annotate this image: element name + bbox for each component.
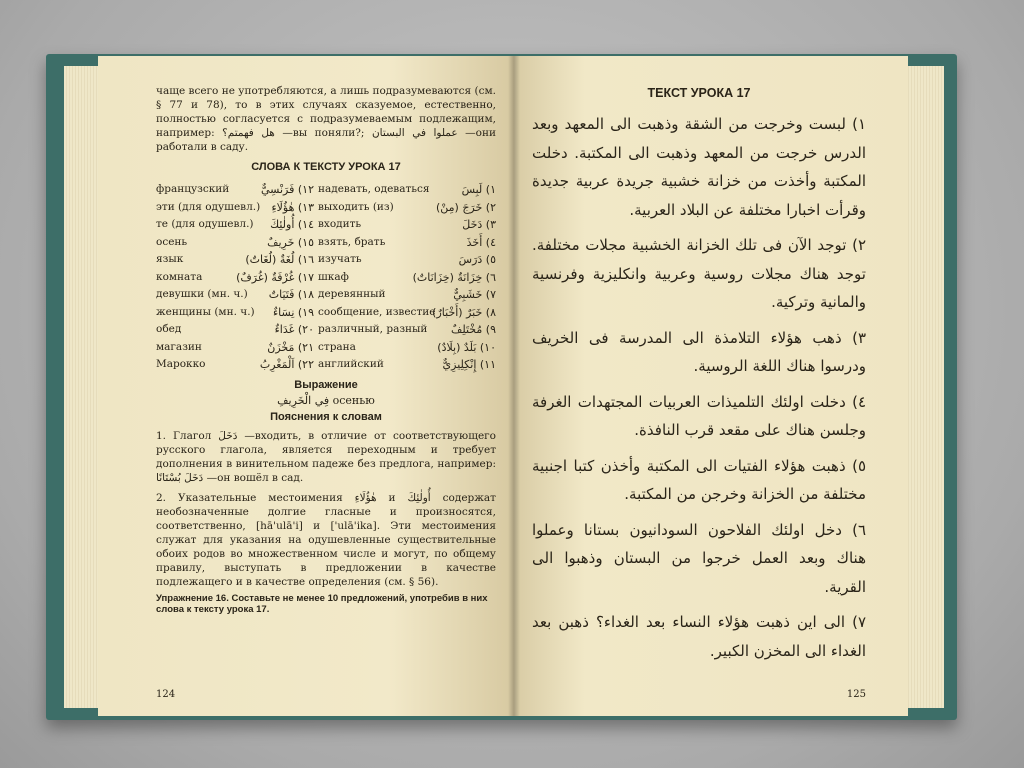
- arabic-paragraph: ٤) دخلت اولئك التلميذات العربيات المجتهدات الغرفة وجلسن هناك على مقعد قرب النافذة.: [532, 392, 866, 439]
- vocab-ar-right: ١٧) غُرْفَةٌ (غُرَفٌ): [236, 270, 314, 284]
- vocab-ru-right: язык: [156, 253, 184, 265]
- vocab-ru-right: французский: [156, 183, 230, 195]
- vocab-ru-left: различный, разный: [318, 323, 428, 335]
- vocab-ru-right: магазин: [156, 340, 202, 353]
- vocab-ar-right: ١٩) نِسَاءٌ: [272, 305, 314, 319]
- arabic-paragraph: ٥) ذهبت هؤلاء الفتيات الى المكتبة وأخذن كتبا اجنبية مختلفة من الخزانة وخرجن من المكتبة.: [532, 456, 866, 503]
- vocab-ru-left: выходить (из): [318, 200, 394, 213]
- left-page: [98, 56, 514, 716]
- vocab-ar-right: ١٥) خَرِيفٌ: [267, 235, 314, 249]
- vocab-ar-left: ٥) دَرَسَ: [458, 253, 496, 266]
- vocab-ar-right: ١٢) فَرَنْسِيٌّ: [261, 183, 314, 196]
- right-page: [514, 56, 908, 716]
- vocab-ar-left: ٧) خَشَبِيٌّ: [453, 288, 496, 301]
- intro-text: чаще всего не употребляются, а лишь подразумеваются (см. § 77 и 78), то в этих случаях сказуемое, естественно, полностью согласуется с подразумеваемым подлежащим, например: هل فهمتم؟ —вы поняли?; عملوا في البستان —они работали в саду.: [156, 85, 496, 153]
- vocab-ar-left: ٤) أَخَذَ: [466, 235, 496, 249]
- text-title: ТЕКСТ УРОКА 17: [647, 86, 751, 100]
- vocab-ar-left: ١) لَبِسَ: [461, 183, 496, 196]
- vocab-ru-left: изучать: [318, 253, 362, 265]
- arabic-paragraph: ١) لبست وخرجت من الشقة وذهبت الى المعهد وبعد الدرس خرجت من المعهد وذهبت الى المكتبة. دخلت المكتبة وأخذت من خزانة خشبية جريدة عربية جديدة وقرأت اخبارا مختلفة عن البلاد العربية.: [532, 115, 866, 219]
- vocab-ar-left: ٩) مُخْتَلِفٌ: [450, 323, 496, 336]
- page-number-left: 124: [156, 689, 176, 700]
- page-number-right: 125: [846, 689, 866, 700]
- exercise-text: Упражнение 16. Составьте не менее 10 предложений, употребив в них слова к тексту урока 17.: [156, 592, 488, 615]
- vocab-ru-right: осень: [156, 235, 188, 248]
- vocab-ar-left: ٣) دَخَلَ: [462, 218, 496, 231]
- note-1: 1. Глагол دَخَلَ —входить, в отличие от соответствующего русского глагола, является переходным и требует дополнения в винительном падеже без предлога, например: دَخَلَ بُسْتَانًا —он вошёл в сад.: [156, 429, 496, 484]
- vocab-ar-right: ٢٠) غَدَاءٌ: [274, 323, 314, 336]
- arabic-paragraph: ٢) توجد الآن فى تلك الخزانة الخشبية مجلات مختلفة. توجد هناك مجلات روسية وعربية وانكليزية وفرنسية والمانية وتركية.: [532, 236, 866, 311]
- vocab-ru-left: деревянный: [318, 288, 386, 300]
- vocab-ru-right: женщины (мн. ч.): [156, 305, 255, 318]
- vocab-ru-left: английский: [318, 358, 384, 370]
- vocab-ar-left: ٨) خَبَرٌ (أَخْبَارٌ): [432, 305, 496, 319]
- vocab-ru-left: сообщение, известие: [318, 305, 436, 318]
- vocab-ar-right: ١٤) أُولٰئِكَ: [270, 218, 314, 231]
- expression-title: Выражение: [294, 378, 358, 391]
- vocab-ar-right: ١٣) هٰؤُلَاءِ: [271, 200, 314, 214]
- vocab-ru-right: обед: [156, 323, 182, 335]
- arabic-paragraph: ٣) ذهب هؤلاء التلامذة الى المدرسة فى الخريف ودرسوا هناك اللغة الروسية.: [532, 328, 866, 375]
- vocab-ru-left: входить: [318, 218, 362, 230]
- vocab-ru-right: комната: [156, 270, 203, 283]
- book-spine-shadow: [508, 56, 520, 716]
- vocab-ar-left: ٢) خَرَجَ (مِنْ): [435, 200, 496, 214]
- vocab-ar-left: ١٠) بَلَدٌ (بِلَادٌ): [437, 340, 496, 354]
- note-2: 2. Указательные местоимения هٰؤُلَاءِ и أُولٰئِكَ содержат необозначенные долгие гласные и произносятся, соответственно, [hā'ulā'i] и ['ulā'ika]. Эти местоимения служат для указания на одушевленные существительные обоих родов во множественном числе и могут, по общему правилу, выступать в предложении в качестве подлежащего и в качестве определения (см. § 56).: [156, 491, 496, 588]
- vocab-ar-left: ٦) خِزَانَةٌ (خِزَانَاتٌ): [412, 270, 496, 284]
- arabic-text: [532, 110, 866, 665]
- vocab-ru-right: те (для одушевл.): [156, 218, 254, 230]
- vocab-ar-left: ١١) إِنْكِلِيزِيٌّ: [442, 358, 496, 371]
- vocab-ru-right: эти (для одушевл.): [156, 200, 261, 213]
- vocab-ru-right: девушки (мн. ч.): [156, 288, 248, 300]
- arabic-paragraph: ٧) الى اين ذهبت هؤلاء النساء بعد الغداء؟ ذهبن بعد الغداء الى المخزن الكبير.: [532, 613, 866, 660]
- vocab-ar-right: ٢١) مَخْزَنٌ: [267, 340, 314, 354]
- vocab-ru-right: Марокко: [156, 358, 206, 370]
- vocab-ar-right: ٢٢) اَلْمَغْرِبُ: [259, 358, 314, 371]
- notes-title: Пояснения к словам: [270, 410, 382, 423]
- vocab-table: [156, 181, 496, 374]
- vocab-ru-left: надевать, одеваться: [318, 183, 430, 195]
- vocab-ar-right: ١٨) فَتَيَاتٌ: [268, 288, 314, 301]
- vocab-ru-left: страна: [318, 340, 356, 353]
- expression: فِي الْخَرِيفِ осенью: [277, 393, 375, 407]
- arabic-paragraph: ٦) دخل اولئك الفلاحون السودانيون بستانا وعملوا هناك وبعد العمل خرجوا من البستان وذهبوا الى القرية.: [532, 520, 866, 596]
- vocab-title: СЛОВА К ТЕКСТУ УРОКА 17: [251, 161, 401, 173]
- vocab-ru-left: шкаф: [318, 270, 349, 283]
- vocab-ar-right: ١٦) لُغَةٌ (لُغَاتٌ): [245, 253, 314, 266]
- vocab-ru-left: взять, брать: [318, 235, 386, 248]
